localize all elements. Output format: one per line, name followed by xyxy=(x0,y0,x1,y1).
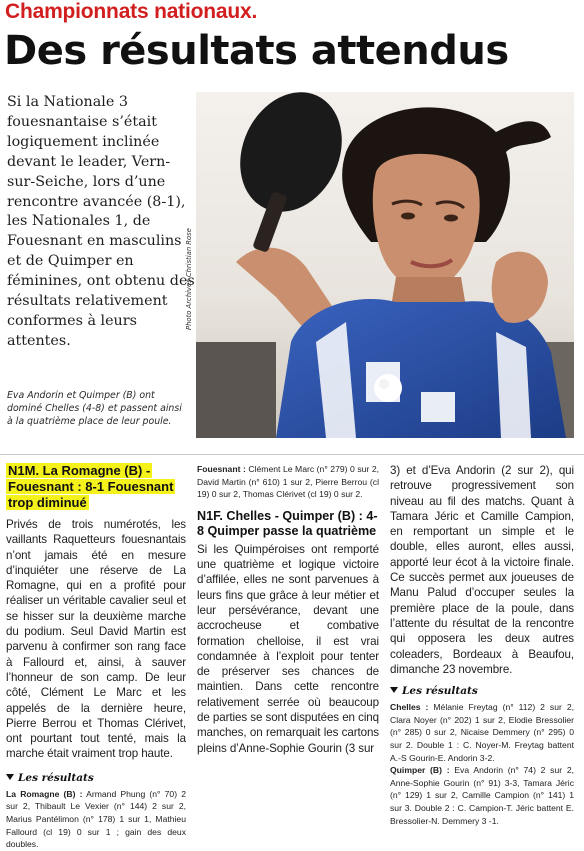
n1f-headline: N1F. Chelles - Quimper (B) : 4-8 Quimper passe la quatrième xyxy=(197,508,378,538)
article-lead xyxy=(7,93,195,352)
triangle-icon xyxy=(390,687,398,693)
n1f-body-continued: 3) et d’Eva Andorin (2 sur 2), qui retrouve progressivement son niveau au fil des matchs. Quant à Tamara Jéric et Camille Campion, en remportant un simple et le double, elles auront, elles aussi, apporté leur écot à la victoire finale. Ce succès permet aux joueuses de Manu Palud d’occuper seules la première place de la poule, dans l’attente du résultat de la rencontre qui opposera les deux autres coleaders, Bordeaux à Beaufou, dimanche 23 novembre. xyxy=(390,464,574,676)
n1m-headline: N1M. La Romagne (B) - Fouesnant : 8-1 Fouesnant trop diminué xyxy=(8,463,174,510)
article-photo xyxy=(196,92,574,438)
n1f-results-heading: Les résultats xyxy=(390,685,574,697)
triangle-icon xyxy=(6,774,14,780)
photo-caption: Eva Andorin et Quimper (B) ont dominé Chelles (4-8) et passent ainsi à la quatrième place de leur poule. xyxy=(7,390,182,428)
lead-paragraph: Si la Nationale 3 fouesnantaise s’était logiquement inclinée devant le leader, Vern-sur-Seiche, lors d’une rencontre avancée (8-1), les Nationales 1, de Fouesnant en masculins et de Quimper en féminines, ont obtenu des résultats relativement conformes à leurs attentes. xyxy=(7,94,195,349)
column-1 xyxy=(6,463,186,851)
section-divider xyxy=(0,454,584,455)
n1m-team2-results: Fouesnant : Clément Le Marc (n° 279) 0 sur 2, David Martin (n° 610) 1 sur 2, Pierre Berrou (cl 19) 0 sur 2, Thomas Clérivet (cl 19) 0 sur 2. xyxy=(197,464,380,500)
photo-credit: Photo Archives Christian Rose xyxy=(185,228,193,330)
column-2 xyxy=(197,463,379,756)
table-tennis-player-photo xyxy=(196,92,574,438)
n1f-team1-results: Chelles : Mélanie Freytag (n° 112) 2 sur 2, Clara Noyer (n° 202) 1 sur 2, Elodie Bressolier (n° 285) 0 sur 2, Nicaise Demmery (n° 295) 0 sur 2. Double 1 : C. Noyer-M. Freytag battent A.-S Gourin-E. Andorin 3-2. xyxy=(390,702,575,763)
n1m-results-heading: Les résultats xyxy=(6,772,186,784)
column-3 xyxy=(390,463,574,827)
n1m-team1-results: La Romagne (B) : Armand Phung (n° 70) 2 sur 2, Thibault Le Vexier (n° 144) 2 sur 2, Marius Pantélimon (n° 178) 1 sur 1, Mathieu Fallourd (cl 19) 0 sur 1 ; gain des deux doubles. xyxy=(6,788,186,850)
n1m-body: Privés de trois numérotés, les vaillants Raquetteurs fouesnantais n’ont jamais été en mesure d’inquiéter une réserve de La Romagne, qui en a profité pour réaliser un véritable cavalier seul et se hisser sur la deuxième marche du podium. Seul David Martin est parvenu à confirmer son rang face à Fallourd et, ainsi, à sauver l’honneur de son camp. De leur côté, Clément Le Marc et les appelés de la dernière heure, Pierre Berrou et Thomas Clérivet, ont pourtant tout tenté, mais la marche était vraiment trop haute. xyxy=(6,518,186,761)
n1f-body: Si les Quimpéroises ont remporté une quatrième et logique victoire d’affilée, elles ne sont parvenues à leurs fins que grâce à leur métier et leur persévérance, devant une accrocheuse et combative formation chelloise, il est vrai condamnée à l’exploit pour tenter de préserver ses chances de maintien. Dans cette rencontre relativement serrée où beaucoup de parties se sont disputées en cinq manches, on remarquait les cartons pleins d’Anne-Sophie Gourin (3 sur xyxy=(197,542,379,755)
n1f-team2-results: Quimper (B) : Eva Andorin (n° 74) 2 sur 2, Anne-Sophie Gourin (n° 91) 3-3, Tamara Jéric (n° 129) 1 sur 2, Camille Campion (n° 141) 1 sur 3. Double 2 : C. Campion-T. Jéric battent E. Bressolier-N. Demmery 3 -1. xyxy=(390,765,574,826)
article-headline: Des résultats attendus xyxy=(4,28,509,74)
section-kicker: Championnats nationaux. xyxy=(5,0,258,23)
